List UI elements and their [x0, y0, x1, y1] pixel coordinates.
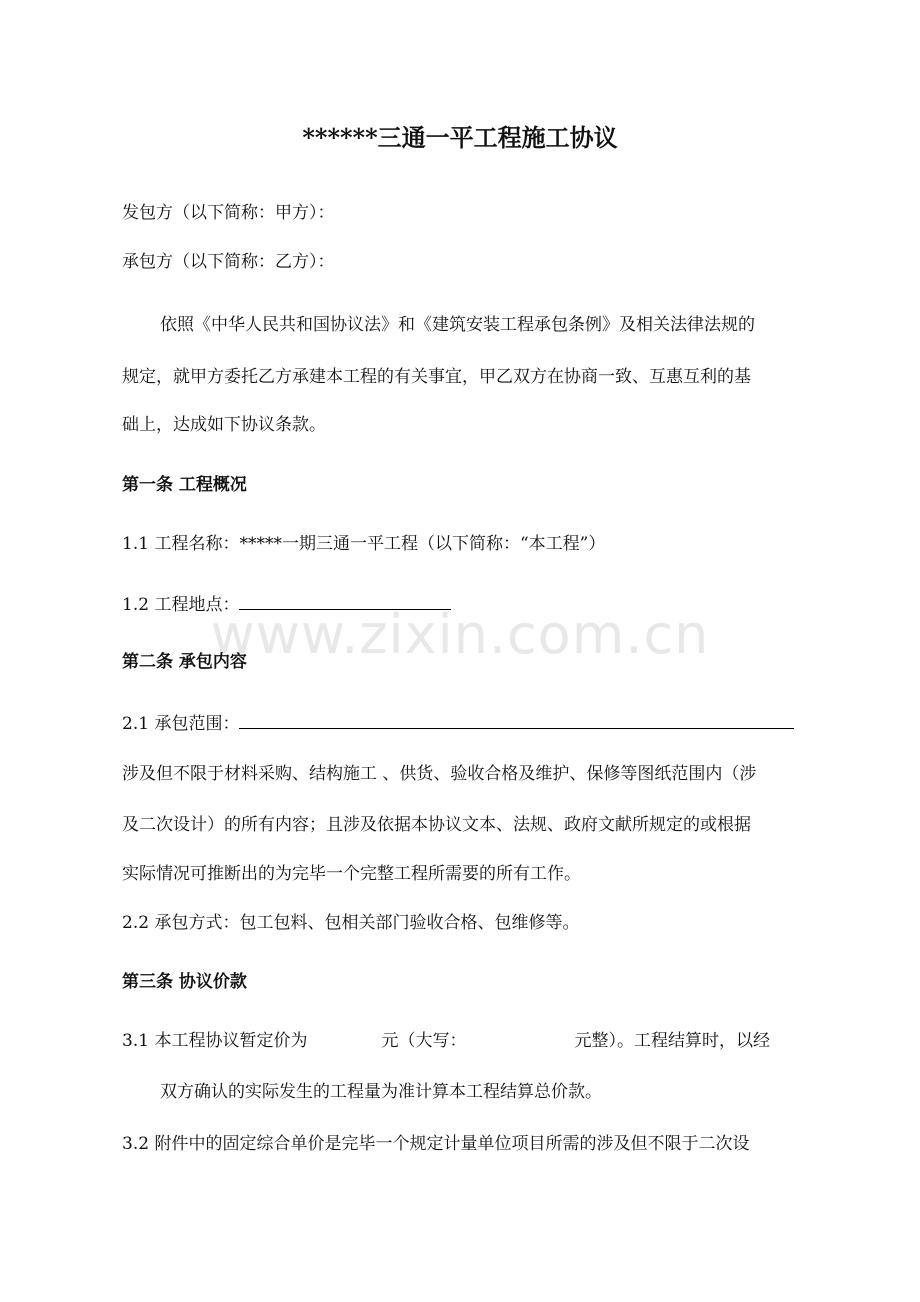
item-1-2-label: 1.2 工程地点：: [122, 595, 240, 615]
scope-line-3: 实际情况可推断出的为完毕一个完整工程所需要的所有工作。: [122, 864, 581, 884]
article-1-heading: 第一条 工程概况: [122, 475, 247, 495]
item-2-1-label: 2.1 承包范围：: [122, 714, 240, 734]
item-3-1-part-b: 元（大写：: [381, 1031, 467, 1051]
item-3-1-row: [122, 1029, 770, 1053]
item-1-1: 1.1 工程名称：*****一期三通一平工程（以下简称：“本工程”）: [122, 534, 606, 554]
intro-line-2: 规定，就甲方委托乙方承建本工程的有关事宜，甲乙双方在协商一致、互惠互利的基: [122, 367, 751, 387]
item-2-2: 2.2 承包方式：包工包料、包相关部门验收合格、包维修等。: [122, 913, 580, 933]
scope-line-2: 及二次设计）的所有内容；且涉及依据本协议文本、法规、政府文献所规定的或根据: [122, 815, 751, 835]
party-b-line: 承包方（以下简称：乙方）：: [122, 252, 335, 272]
item-3-1-line-2: 双方确认的实际发生的工程量为准计算本工程结算总价款。: [160, 1082, 602, 1102]
contract-scope-blank: [239, 710, 794, 729]
party-a-line: 发包方（以下简称：甲方）：: [122, 203, 335, 223]
item-3-1-part-a: 3.1 本工程协议暂定价为: [122, 1031, 308, 1051]
article-3-heading: 第三条 协议价款: [122, 972, 247, 992]
item-3-1-part-c: 元整）。工程结算时，以经: [574, 1031, 770, 1051]
document-title: ******三通一平工程施工协议: [302, 123, 618, 152]
item-3-2: 3.2 附件中的固定综合单价是完毕一个规定计量单位项目所需的涉及但不限于二次设: [122, 1134, 750, 1154]
item-2-1-row: [122, 710, 794, 736]
article-2-heading: 第二条 承包内容: [122, 652, 247, 672]
intro-line-1: 依照《中华人民共和国协议法》和《建筑安装工程承包条例》及相关法律法规的: [160, 315, 755, 335]
intro-line-3: 础上，达成如下协议条款。: [122, 415, 326, 435]
watermark: www.zixin.com.cn: [210, 603, 710, 666]
scope-line-1: 涉及但不限于材料采购、结构施工 、供货、验收合格及维护、保修等图纸范围内（涉: [122, 764, 757, 784]
